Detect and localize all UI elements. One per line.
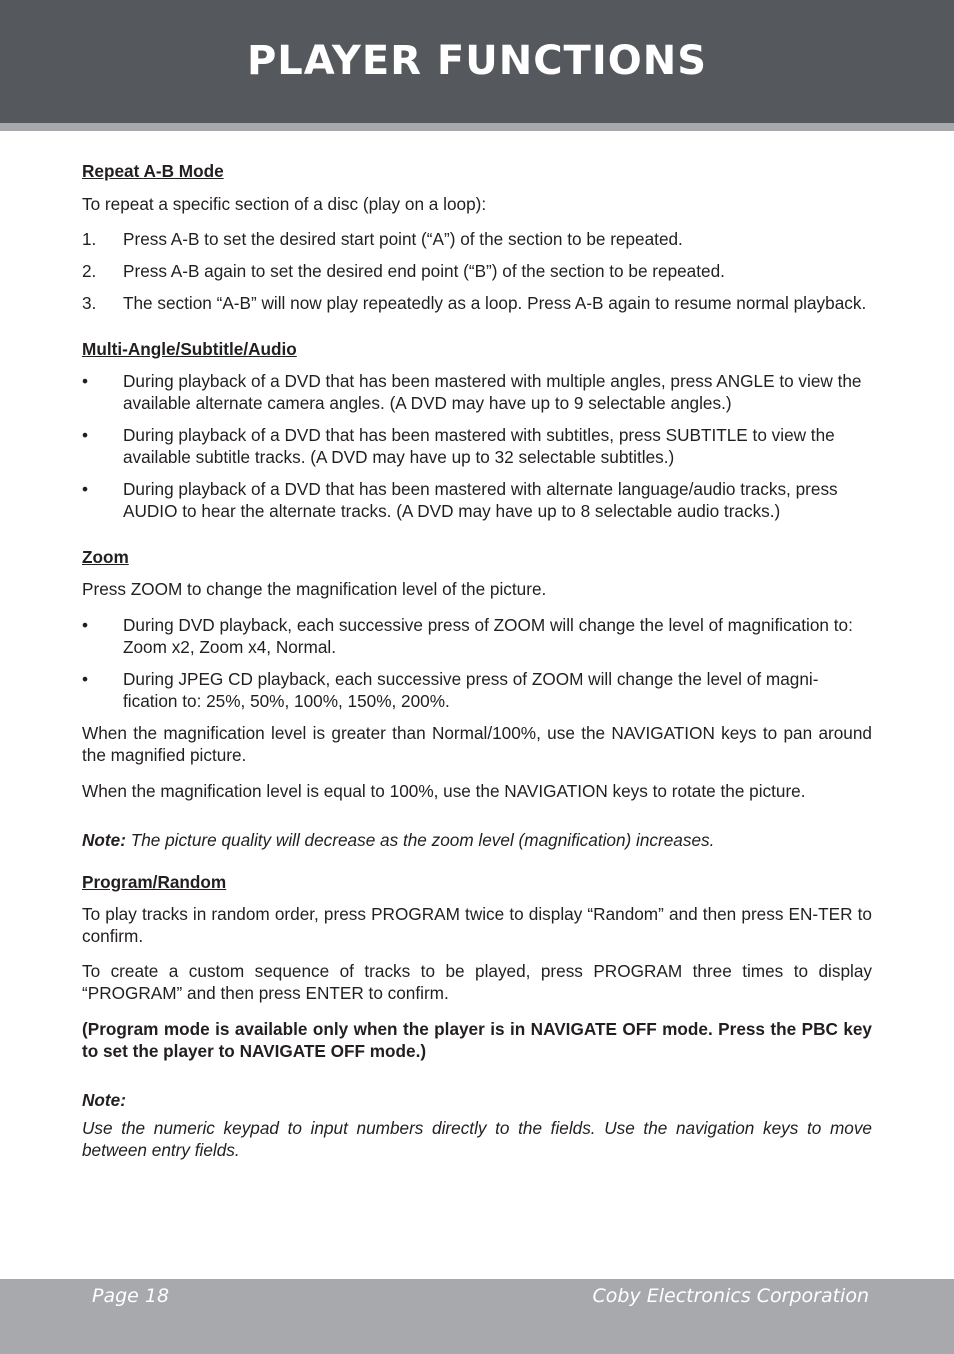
program-heading: Program/Random [82, 872, 227, 892]
step-text: The section “A-B” will now play repeatedly as a loop. Press A-B again to resume normal playback. [123, 293, 867, 313]
page-number: Page 18 [92, 1285, 170, 1307]
program-mode-note: (Program mode is available only when the player is in NAVIGATE OFF mode. Press the PBC key to set the player to NAVIGATE OFF mode.) [82, 1019, 872, 1061]
zoom-pan-paragraph: When the magnification level is greater than Normal/100%, use the NAVIGATION keys to pan around the magnified picture. [82, 723, 872, 765]
header-stripe [0, 123, 954, 131]
program-random-paragraph: To play tracks in random order, press PROGRAM twice to display “Random” and then press EN-TER to confirm. [82, 904, 872, 946]
repeat-step-1 [82, 228, 872, 250]
step-number: 1. [82, 229, 97, 249]
bullet-marker: • [82, 669, 89, 689]
repeat-step-3 [82, 292, 872, 314]
repeat-ab-intro: To repeat a specific section of a disc (play on a loop): [82, 194, 487, 214]
repeat-ab-heading: Repeat A-B Mode [82, 161, 224, 181]
zoom-bullet-2 [82, 668, 872, 712]
bullet-text: During playback of a DVD that has been mastered with multiple angles, press ANGLE to view the available alternate camera angles. (A DVD may have up to 9 selectable angles.) [123, 371, 862, 413]
program-note-label: Note: [82, 1090, 126, 1110]
zoom-intro: Press ZOOM to change the magnification level of the picture. [82, 579, 547, 599]
bullet-text: During playback of a DVD that has been mastered with subtitles, press SUBTITLE to view the available subtitle tracks. (A DVD may have up to 32 selectable subtitles.) [123, 425, 835, 467]
bullet-marker: • [82, 479, 89, 499]
note-label: Note: [82, 830, 126, 850]
note-text: The picture quality will decrease as the zoom level (magnification) increases. [125, 830, 715, 850]
multi-angle-bullet-2 [82, 424, 872, 468]
bullet-marker: • [82, 615, 89, 635]
zoom-bullet-1 [82, 614, 872, 658]
step-number: 2. [82, 261, 97, 281]
company-name: Coby Electronics Corporation [592, 1285, 869, 1307]
step-number: 3. [82, 293, 97, 313]
repeat-step-2 [82, 260, 872, 282]
program-sequence-paragraph: To create a custom sequence of tracks to be played, press PROGRAM three times to display “PROGRAM” and then press ENTER to confirm. [82, 961, 872, 1003]
multi-angle-bullet-1 [82, 370, 872, 414]
page-title: PLAYER FUNCTIONS [246, 38, 708, 84]
multi-angle-heading: Multi-Angle/Subtitle/Audio [82, 339, 297, 359]
bullet-marker: • [82, 425, 89, 445]
zoom-note [82, 829, 872, 851]
bullet-text: During DVD playback, each successive press of ZOOM will change the level of magnification to: Zoom x2, Zoom x4, Normal. [123, 615, 853, 657]
step-text: Press A-B again to set the desired end point (“B”) of the section to be repeated. [123, 261, 725, 281]
zoom-heading: Zoom [82, 547, 129, 567]
zoom-rotate-paragraph: When the magnification level is equal to 100%, use the NAVIGATION keys to rotate the picture. [82, 781, 806, 801]
bullet-text: During JPEG CD playback, each successive press of ZOOM will change the level of magni-fication to: 25%, 50%, 100%, 150%, 200%. [123, 669, 819, 711]
bullet-marker: • [82, 371, 89, 391]
program-note-text: Use the numeric keypad to input numbers directly to the fields. Use the navigation keys to move between entry fields. [82, 1118, 872, 1160]
multi-angle-bullet-3 [82, 478, 872, 522]
content [82, 160, 872, 1161]
bullet-text: During playback of a DVD that has been mastered with alternate language/audio tracks, press AUDIO to hear the alternate tracks. (A DVD may have up to 8 selectable audio tracks.) [123, 479, 838, 521]
step-text: Press A-B to set the desired start point (“A”) of the section to be repeated. [123, 229, 683, 249]
